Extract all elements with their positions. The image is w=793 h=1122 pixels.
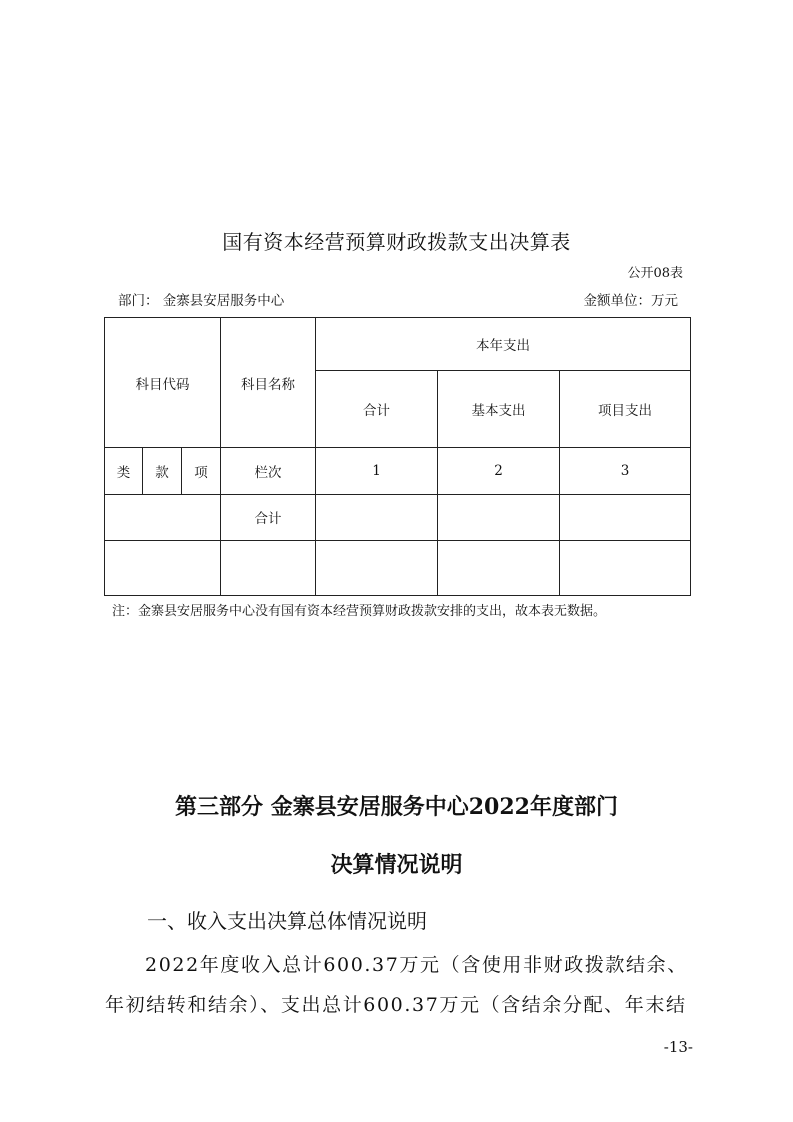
table-cell	[560, 494, 691, 540]
part-title: 第三部分 金寨县安居服务中心2022年度部门	[175, 794, 618, 820]
total-header: 合计	[316, 371, 438, 448]
budget-table	[104, 317, 691, 596]
table-cell	[438, 540, 560, 595]
section-heading: 一、收入支出决算总体情况说明	[147, 909, 427, 933]
form-number: 公开08表	[627, 266, 683, 281]
table-cell	[105, 540, 221, 595]
item-header: 项	[182, 448, 221, 494]
table-cell	[560, 540, 691, 595]
column-number-3: 3	[560, 448, 691, 494]
column-number-2: 2	[438, 448, 560, 494]
table-row	[105, 494, 691, 540]
section-header: 款	[143, 448, 182, 494]
table-row	[105, 540, 691, 595]
part-subtitle: 决算情况说明	[330, 852, 463, 878]
column-order-header: 栏次	[221, 448, 316, 494]
table-title: 国有资本经营预算财政拨款支出决算表	[222, 230, 571, 254]
table-cell	[105, 494, 221, 540]
total-row-label: 合计	[221, 494, 316, 540]
table-cell	[316, 494, 438, 540]
page-number: -13-	[663, 1038, 693, 1056]
subject-name-header: 科目名称	[221, 318, 316, 448]
table-row	[105, 448, 691, 494]
table-note: 注：金寨县安居服务中心没有国有资本经营预算财政拨款安排的支出，故本表无数据。	[112, 604, 607, 619]
amount-unit-label: 金额单位：万元	[583, 293, 678, 309]
table-cell	[438, 494, 560, 540]
department-label: 部门： 金寨县安居服务中心	[118, 293, 285, 309]
table-row	[105, 318, 691, 371]
class-header: 类	[105, 448, 143, 494]
current-year-expense-header: 本年支出	[316, 318, 691, 371]
basic-expense-header: 基本支出	[438, 371, 560, 448]
body-paragraph: 2022年度收入总计600.37万元（含使用非财政拨款结余、年初结转和结余）、支出总计600.37万元（含结余分配、年末结	[105, 954, 688, 1016]
table-cell	[316, 540, 438, 595]
column-number-1: 1	[316, 448, 438, 494]
table-cell	[221, 540, 316, 595]
subject-code-header: 科目代码	[105, 318, 221, 448]
project-expense-header: 项目支出	[560, 371, 691, 448]
